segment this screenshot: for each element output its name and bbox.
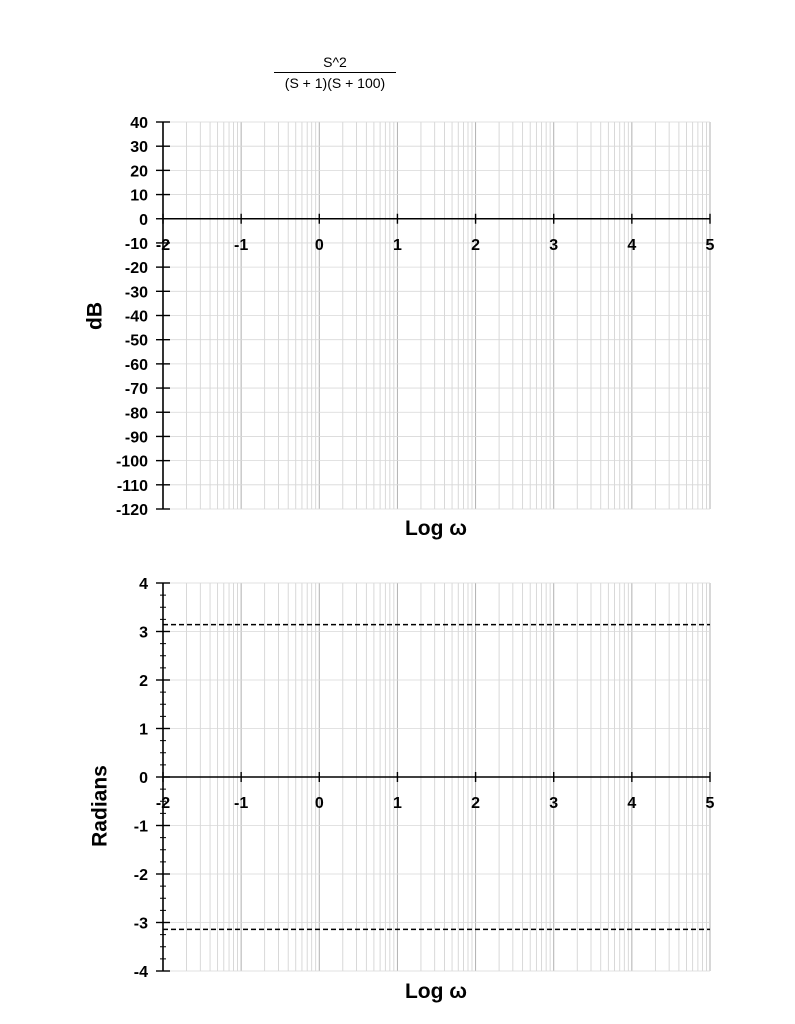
x-tick-label: 5 xyxy=(705,795,715,812)
x-tick-label: 1 xyxy=(392,236,402,254)
x-tick-label: -2 xyxy=(155,236,171,254)
y-axis-title: Radians xyxy=(88,765,112,847)
y-tick-label: -30 xyxy=(124,284,148,302)
y-tick-label: -20 xyxy=(124,260,148,278)
y-tick-label: 20 xyxy=(130,163,148,181)
y-tick-label: -60 xyxy=(124,356,148,374)
y-tick-label: -40 xyxy=(124,308,148,326)
y-tick-label: -10 xyxy=(124,235,148,253)
y-tick-label: 1 xyxy=(139,721,148,739)
y-tick-label: 2 xyxy=(139,673,148,690)
y-tick-label: -70 xyxy=(124,381,148,399)
magnitude-plot xyxy=(84,115,715,540)
y-tick-label: -2 xyxy=(133,867,148,884)
x-tick-label: 2 xyxy=(471,795,481,812)
y-tick-label: 40 xyxy=(130,115,148,132)
y-tick-label: 4 xyxy=(139,576,148,593)
y-tick-label: -120 xyxy=(115,502,148,519)
y-axis-title: dB xyxy=(83,302,107,330)
phase-plot xyxy=(89,576,715,1003)
y-tick-label: -50 xyxy=(124,332,148,350)
x-axis-title: Log ω xyxy=(404,980,468,1003)
y-tick-label: 0 xyxy=(139,770,148,787)
x-tick-label: 1 xyxy=(392,795,402,812)
x-tick-label: 5 xyxy=(705,236,715,254)
grid xyxy=(163,122,710,509)
x-tick-label: 3 xyxy=(549,236,559,254)
x-tick-label: -1 xyxy=(234,795,249,812)
y-tick-label: 3 xyxy=(139,624,148,642)
y-tick-label: -1 xyxy=(133,818,148,836)
x-tick-label: 0 xyxy=(314,236,324,254)
x-tick-label: 4 xyxy=(627,795,637,812)
x-tick-label: 0 xyxy=(314,795,324,812)
tf-numerator: S^2 xyxy=(323,54,347,70)
x-tick-label: 4 xyxy=(627,236,637,254)
y-tick-label: -3 xyxy=(133,915,148,933)
y-tick-label: -80 xyxy=(124,405,148,423)
y-tick-label: -4 xyxy=(133,964,148,981)
x-tick-label: -2 xyxy=(155,795,171,812)
x-tick-label: -1 xyxy=(234,236,249,254)
x-tick-label: 2 xyxy=(471,236,481,254)
y-tick-label: -100 xyxy=(115,453,148,471)
y-tick-label: -90 xyxy=(124,429,148,447)
tf-denominator: (S + 1)(S + 100) xyxy=(284,75,386,91)
y-tick-label: 0 xyxy=(139,211,148,229)
x-axis-title: Log ω xyxy=(404,517,468,540)
x-tick-label: 3 xyxy=(549,795,559,812)
y-tick-label: -110 xyxy=(116,477,148,495)
y-tick-label: 30 xyxy=(130,139,148,157)
y-tick-label: 10 xyxy=(130,187,148,205)
